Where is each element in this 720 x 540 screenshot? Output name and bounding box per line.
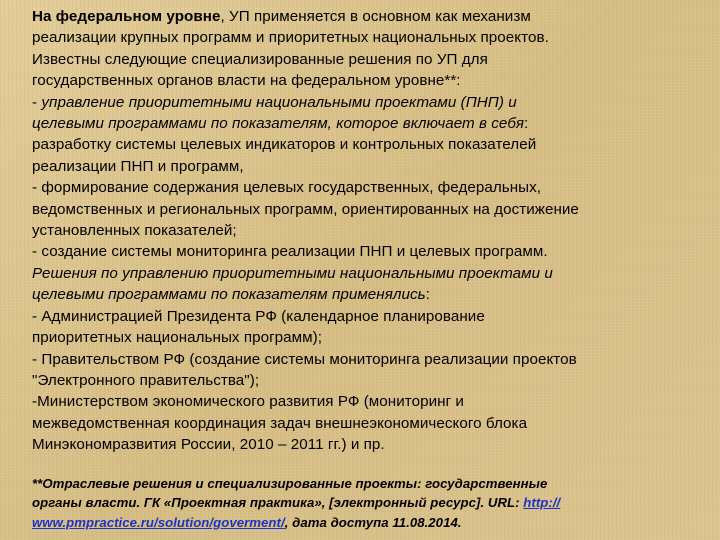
admin-line-1: - Администрацией Президента РФ (календарное планирование [32, 307, 485, 325]
bullet-monitoring-system [32, 241, 692, 262]
footnote-link-part-2[interactable]: www.pmpractice.ru/solution/goverment/ [32, 514, 285, 530]
pnp-italic-line-2: целевыми программами по показателям, которое включает в себя [32, 115, 525, 133]
footnote-line-1: **Отраслевые решения и специализированные проекты: государственные [32, 475, 548, 491]
federal-level-heading: На федеральном уровне [32, 8, 221, 25]
admin-line-2: приоритетных национальных программ); [32, 329, 323, 347]
footnote-link-part-1[interactable]: http:// [523, 495, 561, 511]
footnote [32, 474, 692, 533]
intro-line-1: , УП применяется в основном как механизм [220, 8, 531, 25]
intro-paragraph [32, 6, 692, 92]
program-line-2: ведомственных и региональных программ, ориентированных на достижение [32, 200, 579, 218]
pnp-italic-line-1: управление приоритетными национальными проектами (ПНП) и [41, 93, 517, 111]
solutions-italic-line-1: Решения по управлению приоритетными национальными проектами и [32, 264, 553, 282]
bullet-dash: - [32, 93, 42, 111]
ministry-line-2: межведомственная координация задач внешнеэкономического блока [32, 414, 528, 432]
slide-content [32, 6, 692, 532]
bullet-economic-ministry [32, 391, 692, 455]
footnote-line-2: органы власти. ГК «Проектная практика», [электронный ресурс]. URL: [32, 495, 524, 511]
bullet-program-content [32, 177, 692, 241]
ministry-line-1: -Министерством экономического развития РФ (мониторинг и [32, 393, 464, 411]
government-line-1: - Правительством РФ (создание системы мониторинга реализации проектов [32, 350, 577, 368]
program-line-3: установленных показателей; [32, 222, 237, 240]
intro-line-2: реализации крупных программ и приоритетных национальных проектов. [32, 29, 549, 47]
colon: : [524, 115, 529, 133]
program-line-1: - формирование содержания целевых государственных, федеральных, [32, 179, 542, 197]
bullet-presidential-administration [32, 306, 692, 349]
pnp-line-4: реализации ПНП и программ, [32, 157, 244, 175]
solutions-italic-line-2: целевыми программами по показателям применялись [32, 286, 426, 304]
solutions-used-paragraph [32, 263, 692, 306]
government-line-2: "Электронного правительства"); [32, 371, 260, 389]
bullet-pnp-management [32, 92, 692, 178]
intro-line-4: государственных органов власти на федеральном уровне**: [32, 72, 461, 90]
monitoring-line-1: - создание системы мониторинга реализации ПНП и целевых программ. [32, 243, 548, 261]
bullet-government [32, 349, 692, 392]
intro-line-3: Известны следующие специализированные решения по УП для [32, 50, 488, 68]
ministry-line-3: Минэкономразвития России, 2010 – 2011 гг.) и пр. [32, 436, 385, 454]
colon: : [425, 286, 430, 304]
pnp-line-3: разработку системы целевых индикаторов и контрольных показателей [32, 136, 537, 154]
footnote-access-date: , дата доступа 11.08.2014. [284, 514, 462, 530]
